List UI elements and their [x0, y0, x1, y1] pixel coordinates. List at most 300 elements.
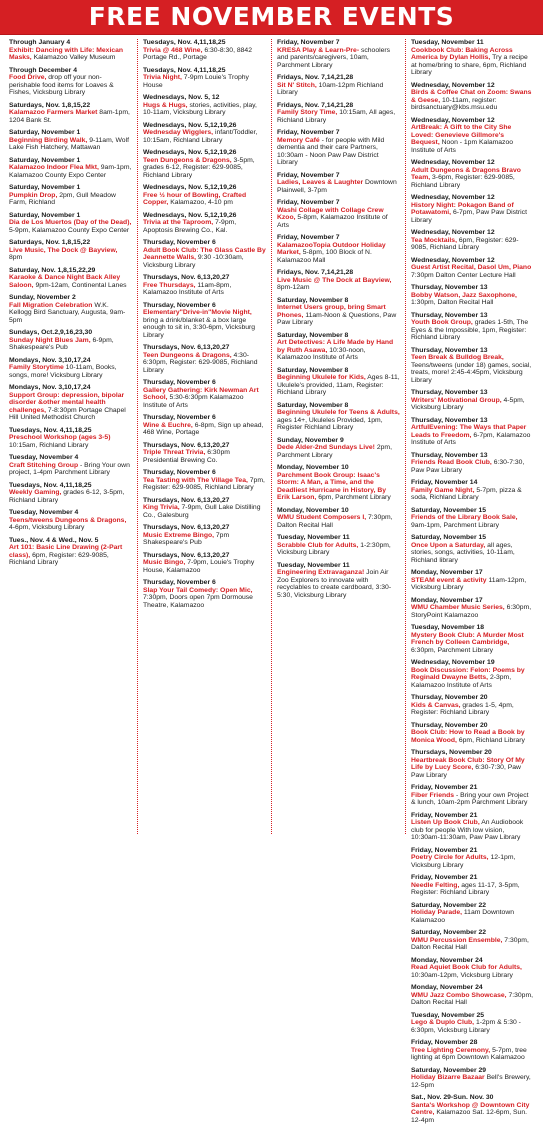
event-title: Teens/tweens Dungeons & Dragons,	[9, 516, 127, 524]
event-title: Friends of the Library Book Sale,	[411, 514, 518, 521]
event-details: 9am-1pm, Parchment Library	[411, 521, 500, 529]
event-date: Thursday, November 13	[411, 346, 488, 354]
event-details: 8pm	[9, 254, 23, 261]
event-details: 7-9pm, Louie's Trophy House, Kalamazoo	[143, 559, 255, 574]
event-title: Music Bingo,	[143, 559, 186, 566]
event-item	[411, 479, 534, 502]
event-item	[143, 579, 266, 609]
event-date: Monday, November 17	[411, 596, 483, 604]
event-date: Friday, November 7	[277, 171, 340, 179]
event-date: Saturday, November 15	[411, 534, 487, 541]
event-item	[411, 1094, 534, 1124]
event-item	[277, 507, 400, 530]
event-title: Writers' Motivational Group,	[411, 396, 502, 404]
event-item	[9, 129, 132, 152]
page-title: FREE NOVEMBER EVENTS	[0, 0, 543, 35]
event-title: Tea Tasting with The Village Tea,	[143, 476, 248, 484]
event-item	[411, 902, 534, 925]
event-details: W.K. Kellogg Bird Sanctuary, Augusta, 9am-5pm	[9, 301, 126, 324]
event-details: 7pm Shakespeare's Pub	[143, 531, 230, 546]
event-date: Mondays, Nov. 3,10,17,24	[9, 384, 91, 391]
event-title: Holiday Bizarre Bazaar	[411, 1074, 485, 1081]
event-item	[277, 234, 400, 264]
event-title: Beginning Ukulele for Teens & Adults,	[277, 409, 400, 416]
event-date: Tuesdays, Nov. 4,11,18,25	[9, 481, 92, 489]
event-date: Tues., Nov. 4 & Wed., Nov. 5	[9, 536, 99, 544]
event-details: grades 1-5th, The Eyes & the Impossible, 1pm, Register: Richland Library	[411, 319, 529, 341]
event-item	[277, 172, 400, 195]
event-details: 7-9pm Louie's Trophy House	[143, 74, 249, 89]
event-date: Thursdays, Nov. 6,13,20,27	[143, 441, 230, 449]
event-details: 6-9pm, Shakespeare's Pub	[9, 336, 114, 351]
event-title: WMU Chamber Music Series,	[411, 604, 505, 611]
events-column-3	[271, 39, 405, 834]
event-date: Sunday, November 2	[9, 294, 76, 301]
event-item	[411, 534, 534, 564]
event-title: WMU Student Composers I,	[277, 514, 367, 521]
event-details: 7:30pm, Doors open 7pm Dormouse Theatre, Kalamazoo	[143, 594, 253, 609]
event-item	[277, 367, 400, 397]
event-details: 10-11am, register: birdsanctuary@kbs.msu.edu	[411, 96, 498, 111]
event-details: 6pm, Parchment Library	[318, 494, 391, 501]
event-title: Sit N' Stitch,	[277, 81, 317, 89]
event-date: Fridays, Nov. 7,14,21,28	[277, 101, 354, 109]
event-title: Memory Café	[277, 136, 320, 144]
event-details: 7:30pm Dalton Center Lecture Hall	[411, 271, 516, 279]
event-date: Through December 4	[9, 66, 77, 74]
event-details: 6:30-7:30, Paw Paw Library	[411, 459, 525, 474]
event-date: Friday, November 21	[411, 784, 478, 791]
event-title: Sunday Night Blues Jam,	[9, 336, 91, 344]
event-details: 6pm, Register: 629-9085, Richland Library	[9, 551, 109, 566]
event-date: Thursday, November 13	[411, 389, 488, 396]
event-item	[277, 464, 400, 502]
event-item	[277, 297, 400, 327]
event-item	[277, 562, 400, 600]
event-details: Try a recipe at home/bring to share, 6pm, Richland Library	[411, 54, 528, 76]
event-details: 5-8pm, 100 Block of N. Kalamazoo Mall	[277, 249, 372, 264]
event-item	[9, 239, 132, 262]
event-date: Friday, November 7	[277, 129, 340, 136]
event-item	[411, 694, 534, 717]
event-title: Youth Book Group,	[411, 319, 473, 326]
event-title: Trivia @ 468 Wine,	[143, 46, 203, 54]
event-date: Mondays, Nov. 3,10,17,24	[9, 356, 91, 364]
event-details: 6:30pm, Parchment Library	[411, 646, 493, 654]
event-details: Kalamazoo, 4-10 pm	[170, 199, 233, 206]
event-item	[411, 957, 534, 980]
event-details: 10:30-noon, Kalamazoo Institute of Arts	[277, 346, 366, 361]
event-item	[411, 847, 534, 870]
event-details: 7pm, Register: 629-9085, Richland Library	[143, 476, 265, 491]
event-item	[143, 239, 266, 269]
event-date: Saturday, November 22	[411, 901, 487, 909]
event-date: Thursdays, Nov. 6,13,20,27	[143, 524, 230, 531]
event-date: Saturday, November 1	[9, 156, 81, 164]
event-title: Listen Up Book Club,	[411, 819, 480, 826]
event-details: - for people with Mild dementia and their care Partners, 10:30am - Noon Paw Paw District Library	[277, 136, 385, 166]
event-details: bring a drink/blanket & a box large enough to sit in, 3:30-6pm, Vicksburg Library	[143, 316, 256, 339]
event-item	[277, 199, 400, 229]
event-date: Saturday, November 8	[277, 401, 349, 409]
event-details: 11am-12pm, Vicksburg Library	[411, 576, 527, 591]
event-date: Thursdays, Nov. 6,13,20,27	[143, 551, 230, 559]
event-title: Live Music @ The Dock at Bayview,	[277, 276, 392, 284]
event-title: Trivia Night,	[143, 74, 182, 81]
event-date: Through January 4	[9, 39, 71, 46]
event-item	[411, 82, 534, 112]
event-title: Pumpkin Drop,	[9, 191, 58, 199]
event-title: ArtfulEvening: The Ways that Paper Leads to Freedom,	[411, 424, 527, 439]
event-details: 12-1pm, Vicksburg Library	[411, 854, 516, 869]
event-title: Friends Read Book Club,	[411, 459, 492, 466]
event-item	[411, 1012, 534, 1035]
event-item	[143, 469, 266, 492]
event-date: Thursday, November 6	[143, 379, 216, 386]
event-title: Santa's Workshop @ Downtown City Centre,	[411, 1101, 530, 1116]
event-date: Saturday, November 1	[9, 184, 81, 191]
event-item	[411, 722, 534, 745]
event-details: 9:30 -10:30am, Vicksburg Library	[143, 254, 244, 269]
event-item	[411, 784, 534, 807]
event-details: 2pm, Parchment Library	[277, 444, 392, 459]
event-date: Saturday, November 1	[9, 129, 81, 136]
event-item	[9, 102, 132, 125]
event-date: Wednesday, November 12	[411, 159, 495, 166]
event-item	[411, 597, 534, 620]
event-date: Monday, November 10	[277, 506, 349, 514]
event-date: Sat., Nov. 29-Sun. Nov. 30	[411, 1094, 494, 1101]
event-item	[411, 1039, 534, 1062]
event-date: Wednesday, November 19	[411, 659, 495, 666]
event-item	[143, 184, 266, 207]
event-item	[411, 659, 534, 689]
event-date: Tuesday, November 11	[411, 39, 484, 46]
events-column-4	[405, 39, 539, 1124]
event-date: Saturday, November 15	[411, 506, 487, 514]
event-details: Join Air Zoo Explorers to innovate with recyclables to create cardboard, 3:30-5:30, Vicksburg Library	[277, 569, 392, 599]
event-title: Family Story Time,	[277, 109, 338, 116]
event-date: Tuesday, November 4	[9, 454, 79, 461]
event-details: Kalamazoo Sat. 12-6pm, Sun. 12-4pm	[411, 1109, 527, 1124]
event-date: Wednesday, November 12	[411, 229, 495, 236]
event-title: Preschool Workshop (ages 3-5)	[9, 434, 111, 441]
event-item	[9, 267, 132, 290]
event-details: 1-2pm & 5:30 - 6:30pm, Vicksburg Library	[411, 1019, 521, 1034]
event-date: Thursdays, Nov. 6,13,20,27	[143, 274, 230, 281]
event-title: Music Extreme Bingo,	[143, 531, 215, 539]
event-item	[9, 357, 132, 380]
event-details: 2-3pm, Kalamazoo Institute of Arts	[411, 674, 512, 689]
event-item	[143, 94, 266, 117]
event-date: Thursday, November 6	[143, 301, 216, 309]
event-item	[411, 984, 534, 1007]
event-details: 8am-1pm, 1204 Bank St.	[9, 109, 130, 124]
event-date: Friday, November 7	[277, 234, 340, 241]
event-details: Bell's Brewery, 12-5pm	[411, 1074, 531, 1089]
event-date: Friday, November 21	[411, 874, 478, 881]
event-title: Beginning Ukulele for Kids,	[277, 374, 366, 381]
event-date: Monday, November 17	[411, 569, 483, 576]
event-item	[411, 347, 534, 385]
event-item	[411, 194, 534, 224]
event-title: Fiber Friends	[411, 791, 455, 799]
event-item	[411, 812, 534, 842]
event-title: Internet Users group, bring Smart Phones,	[277, 304, 386, 319]
event-date: Wednesday, November 12	[411, 81, 495, 89]
event-details: 10:15am, All ages, Richland Library	[277, 109, 396, 124]
event-details: 2pm, Gull Meadow Farm, Richland	[9, 191, 116, 206]
event-title: History Night: Pokagon Band of Potawatomi,	[411, 201, 514, 216]
event-item	[9, 157, 132, 180]
event-title: Karaoke & Dance Night Back Alley Saloon,	[9, 274, 121, 289]
event-details: 4:30-6:30pm, Register: 629-9085, Richland Library	[143, 351, 258, 374]
event-date: Friday, November 7	[277, 39, 340, 46]
event-title: STEAM event & activity	[411, 576, 487, 584]
event-title: ArtBreak: A Gift to the City She Loved: Genevieve Gillmore's Bequest,	[411, 124, 512, 146]
event-date: Wednesday, November 12	[411, 194, 495, 201]
event-date: Friday, November 7	[277, 199, 340, 206]
event-date: Saturday, November 8	[277, 366, 349, 374]
event-item	[9, 537, 132, 567]
event-date: Saturdays, Nov. 1,8,15,22	[9, 101, 91, 109]
event-item	[277, 39, 400, 69]
event-date: Thursdays, Nov. 6,13,20,27	[143, 496, 230, 504]
event-details: 6pm, Richland Library	[458, 736, 525, 744]
event-title: Wednesday Wigglers,	[143, 129, 214, 136]
event-details: 7:30pm, Dalton Recital Hall	[277, 514, 393, 529]
event-date: Saturday, November 22	[411, 929, 487, 936]
event-details: grades 1-5, 4pm, Register: Richland Library	[411, 701, 514, 716]
event-title: Food Drive,	[9, 74, 47, 81]
event-title: Parchment Book Group: Isaac's Storm: A Man, a Time, and the Deadliest Hurricane in History, By Erik Larson,	[277, 471, 387, 501]
event-title: Kalamazoo Indoor Flea Mkt,	[9, 164, 99, 171]
event-item	[9, 482, 132, 505]
event-details: 4-5pm, Vicksburg Library	[411, 396, 525, 411]
event-item	[9, 212, 132, 235]
event-title: Exhibit: Dancing with Life: Mexican Masks,	[9, 46, 124, 61]
event-item	[9, 184, 132, 207]
event-details: schoolers and parents/caregivers, 10am, Parchment Library	[277, 46, 391, 69]
event-item	[411, 39, 534, 77]
event-title: Wine & Euchre,	[143, 421, 193, 429]
event-title: Triple Threat Trivia,	[143, 449, 206, 456]
event-details: drop off your non-perishable food items for Loaves & Fishes, Vicksburg Library	[9, 74, 114, 96]
event-date: Sundays, Oct.2,9,16,23,30	[9, 329, 93, 336]
event-title: WMU Percussion Ensemble,	[411, 936, 503, 944]
event-details: 6-7pm, Kalamazoo Institute of Arts	[411, 431, 531, 446]
event-details: 7-9pm, Apoptosis Brewing Co., Kal.	[143, 219, 237, 234]
events-column-2	[137, 39, 271, 834]
event-details: grades 6-12, 3-5pm, Richland Library	[9, 489, 125, 504]
event-date: Wednesdays, Nov. 5, 12	[143, 94, 220, 101]
event-title: Adult Dungeons & Dragons Bravo Team,	[411, 166, 521, 181]
event-details: 7-9pm, Gull Lake Distilling Co., Galesburg	[143, 504, 261, 519]
event-details: 1-2:30pm, Vicksburg Library	[277, 541, 391, 556]
event-item	[9, 67, 132, 97]
event-title: Read Aquiet Book Club for Adults,	[411, 964, 522, 971]
event-details: 7:30pm, Dalton Recital Hall	[411, 991, 534, 1006]
event-details: Downtown Plainwell, 3-7pm	[277, 179, 397, 194]
event-item	[277, 332, 400, 362]
event-item	[411, 417, 534, 447]
event-item	[411, 312, 534, 342]
event-title: Kids & Canvas,	[411, 701, 461, 709]
event-item	[143, 524, 266, 547]
event-item	[9, 294, 132, 324]
event-details: 6pm, Register: 629-9085, Richland Library	[411, 236, 519, 251]
event-item	[143, 552, 266, 575]
event-item	[411, 389, 534, 412]
event-item	[143, 212, 266, 235]
event-date: Friday, November 14	[411, 479, 478, 486]
event-title: Heartbreak Book Club: Story Of My Life by Lucy Score,	[411, 756, 525, 771]
event-item	[411, 569, 534, 592]
event-item	[143, 274, 266, 297]
event-details: 6-8pm, Sign up ahead, 468 Wine, Portage	[143, 421, 264, 436]
event-details: 3-5pm, grades 6-12, Register: 629-9085, Richland Library	[143, 156, 255, 179]
event-date: Tuesdays, Nov. 4,11,18,25	[9, 426, 92, 434]
event-details: 9pm-12am, Continental Lanes	[35, 281, 127, 289]
event-title: Adult Book Club: The Glass Castle By Jeannette Walls,	[143, 246, 266, 261]
event-details: 9am-1pm, Kalamazoo County Expo Center	[9, 164, 132, 179]
event-item	[143, 344, 266, 374]
event-details: 3-6pm, Register: 629-9085, Richland Library	[411, 174, 515, 189]
event-date: Thursday, November 13	[411, 451, 488, 459]
event-date: Friday, November 21	[411, 846, 478, 854]
event-details: 11am Downtown Kalamazoo	[411, 909, 515, 924]
event-item	[9, 509, 132, 532]
event-date: Saturdays, Nov. 1,8,15,22	[9, 239, 91, 246]
event-title: Teen Dungeons & Dragons,	[143, 351, 232, 359]
event-date: Fridays, Nov. 7,14,21,28	[277, 74, 354, 81]
event-date: Tuesday, November 18	[411, 624, 485, 631]
event-date: Thursdays, November 20	[411, 749, 492, 756]
event-title: Washi Collage with Collage Crew Kzoo,	[277, 206, 384, 221]
event-title: Hugs & Hugs,	[143, 101, 188, 109]
event-title: Book Club: How to Read a Book by Monica Wood,	[411, 729, 525, 744]
event-details: 10:30am-12pm, Vicksburg Library	[411, 971, 513, 979]
event-details: 5-7pm, pizza & soda, Richland Library	[411, 486, 522, 501]
event-title: Family Game Night,	[411, 486, 475, 494]
event-date: Saturday, November 29	[411, 1066, 487, 1074]
event-details: 11am-8pm, Kalamazoo Institute of Arts	[143, 281, 232, 296]
event-title: Family Storytime	[9, 364, 64, 371]
event-date: Thursday, November 6	[143, 469, 216, 476]
event-item	[277, 402, 400, 432]
event-item	[277, 74, 400, 97]
event-title: Kalamazoo Farmers Market	[9, 109, 98, 116]
event-title: Mystery Book Club: A Murder Most French by Colleen Cambridge,	[411, 631, 524, 646]
event-title: Trivia at the Taproom,	[143, 219, 214, 226]
event-title: Beginning Birding Walk,	[9, 136, 88, 144]
event-date: Monday, November 24	[411, 956, 483, 964]
event-item	[9, 427, 132, 450]
event-item	[9, 329, 132, 352]
event-title: Guest Artist Recital, Dasol Um, Piano	[411, 264, 532, 271]
event-item	[9, 384, 132, 422]
event-date: Thursday, November 20	[411, 721, 488, 729]
event-date: Wednesday, November 12	[411, 116, 495, 124]
event-date: Tuesdays, Nov. 4,11,18,25	[143, 66, 226, 74]
event-title: Scrabble Club for Adults,	[277, 541, 359, 549]
event-details: - Bring your own Project & lunch, 10am-2pm Parchment Library	[411, 791, 529, 806]
event-title: KRESA Play & Learn-Pre-	[277, 46, 360, 54]
event-date: Wednesday, November 12	[411, 256, 495, 264]
event-title: Slap Your Tail Comedy: Open Mic,	[143, 586, 253, 594]
event-title: Gallery Gathering: Kirk Newman Art School,	[143, 386, 259, 401]
event-details: 10-11am, Books, songs, more! Vicksburg Library	[9, 364, 117, 379]
event-title: Live Music, The Dock @ Bayview,	[9, 246, 118, 254]
event-details: - Bring Your own project, 1-4pm Parchment Library	[9, 461, 130, 476]
event-details: Teens/tweens (under 18) games, social, treats, more! 2:45-4:45pm, Vicksburg Library	[411, 361, 532, 384]
event-item	[9, 454, 132, 477]
event-item	[143, 122, 266, 145]
event-date: Thursday, November 13	[411, 284, 488, 291]
event-item	[411, 507, 534, 530]
event-item	[411, 1067, 534, 1090]
event-item	[411, 874, 534, 897]
event-date: Wednesdays, Nov. 5,12,19,26	[143, 184, 237, 191]
event-title: Free ½ hour of Bowling, Crafted Copper,	[143, 191, 247, 206]
event-details: stories, activities, play, 10-11am, Vicksburg Library	[143, 101, 257, 116]
event-title: Holiday Parade,	[411, 909, 462, 916]
event-date: Thursday, November 13	[411, 311, 488, 319]
event-details: 5-7pm, tree lighting at 6pm Downtown Kalamazoo	[411, 1046, 527, 1061]
event-details: 6:30-7:30, Paw Paw Library	[411, 764, 521, 779]
event-details: 9-11am, Wolf Lake Fish Hatchery, Mattawan	[9, 136, 129, 151]
event-title: King Trivia,	[143, 504, 180, 511]
event-details: 5-8pm, Kalamazoo Institute of Arts	[277, 214, 388, 229]
event-details: ages 14+, Ukuleles Provided, 1pm, Register Richland Library	[277, 416, 383, 431]
event-item	[411, 284, 534, 307]
event-details: 8pm-12am	[277, 284, 310, 291]
event-title: Dia de Los Muertos (Day of the Dead),	[9, 219, 132, 226]
event-date: Saturday, Nov. 1,8,15,22,29	[9, 266, 96, 274]
event-date: Wednesdays, Nov. 5,12,19,26	[143, 211, 237, 219]
event-date: Fridays, Nov. 7,14,21,28	[277, 269, 354, 276]
event-item	[411, 257, 534, 280]
event-item	[277, 269, 400, 292]
events-columns	[0, 35, 543, 1124]
event-details: all ages, stories, songs, activities, 10-11am, Richland library	[411, 541, 515, 564]
event-details: ages 11-17, 3-5pm, Register: Richland Library	[411, 881, 520, 896]
event-details: 4-6pm, Vicksburg Library	[9, 524, 85, 531]
event-details: 5:30-6:30pm Kalamazoo Institute of Arts	[143, 394, 244, 409]
event-item	[277, 102, 400, 125]
event-date: Wednesdays, Nov. 5,12,19,26	[143, 121, 237, 129]
event-details: 6:30pm Presidential Brewing Co.	[143, 449, 230, 464]
event-date: Tuesday, November 4	[9, 509, 79, 516]
event-date: Saturday, November 8	[277, 331, 349, 339]
event-date: Sunday, November 9	[277, 436, 344, 444]
event-title: Fall Migration Celebration	[9, 301, 93, 309]
event-item	[277, 129, 400, 167]
event-title: Free Thursdays,	[143, 281, 196, 289]
event-title: Teen Break & Bulldog Break,	[411, 354, 504, 361]
event-details: 7:30pm, Dalton Recital Hall	[411, 936, 529, 951]
event-date: Thursday, November 6	[143, 414, 216, 421]
event-item	[277, 534, 400, 557]
event-title: Art 101: Basic Line Drawing (2-Part class),	[9, 544, 123, 559]
event-item	[277, 437, 400, 460]
event-item	[411, 749, 534, 779]
event-item	[9, 39, 132, 62]
event-item	[411, 117, 534, 155]
event-title: Birds & Coffee Chat on Zoom: Swans & Geese,	[411, 89, 532, 104]
event-details: 1:30pm, Dalton Recital Hall	[411, 299, 494, 306]
event-details: An Audiobook club for people With low vision, 10:30am-11:30am, Paw Paw Library	[411, 819, 524, 841]
